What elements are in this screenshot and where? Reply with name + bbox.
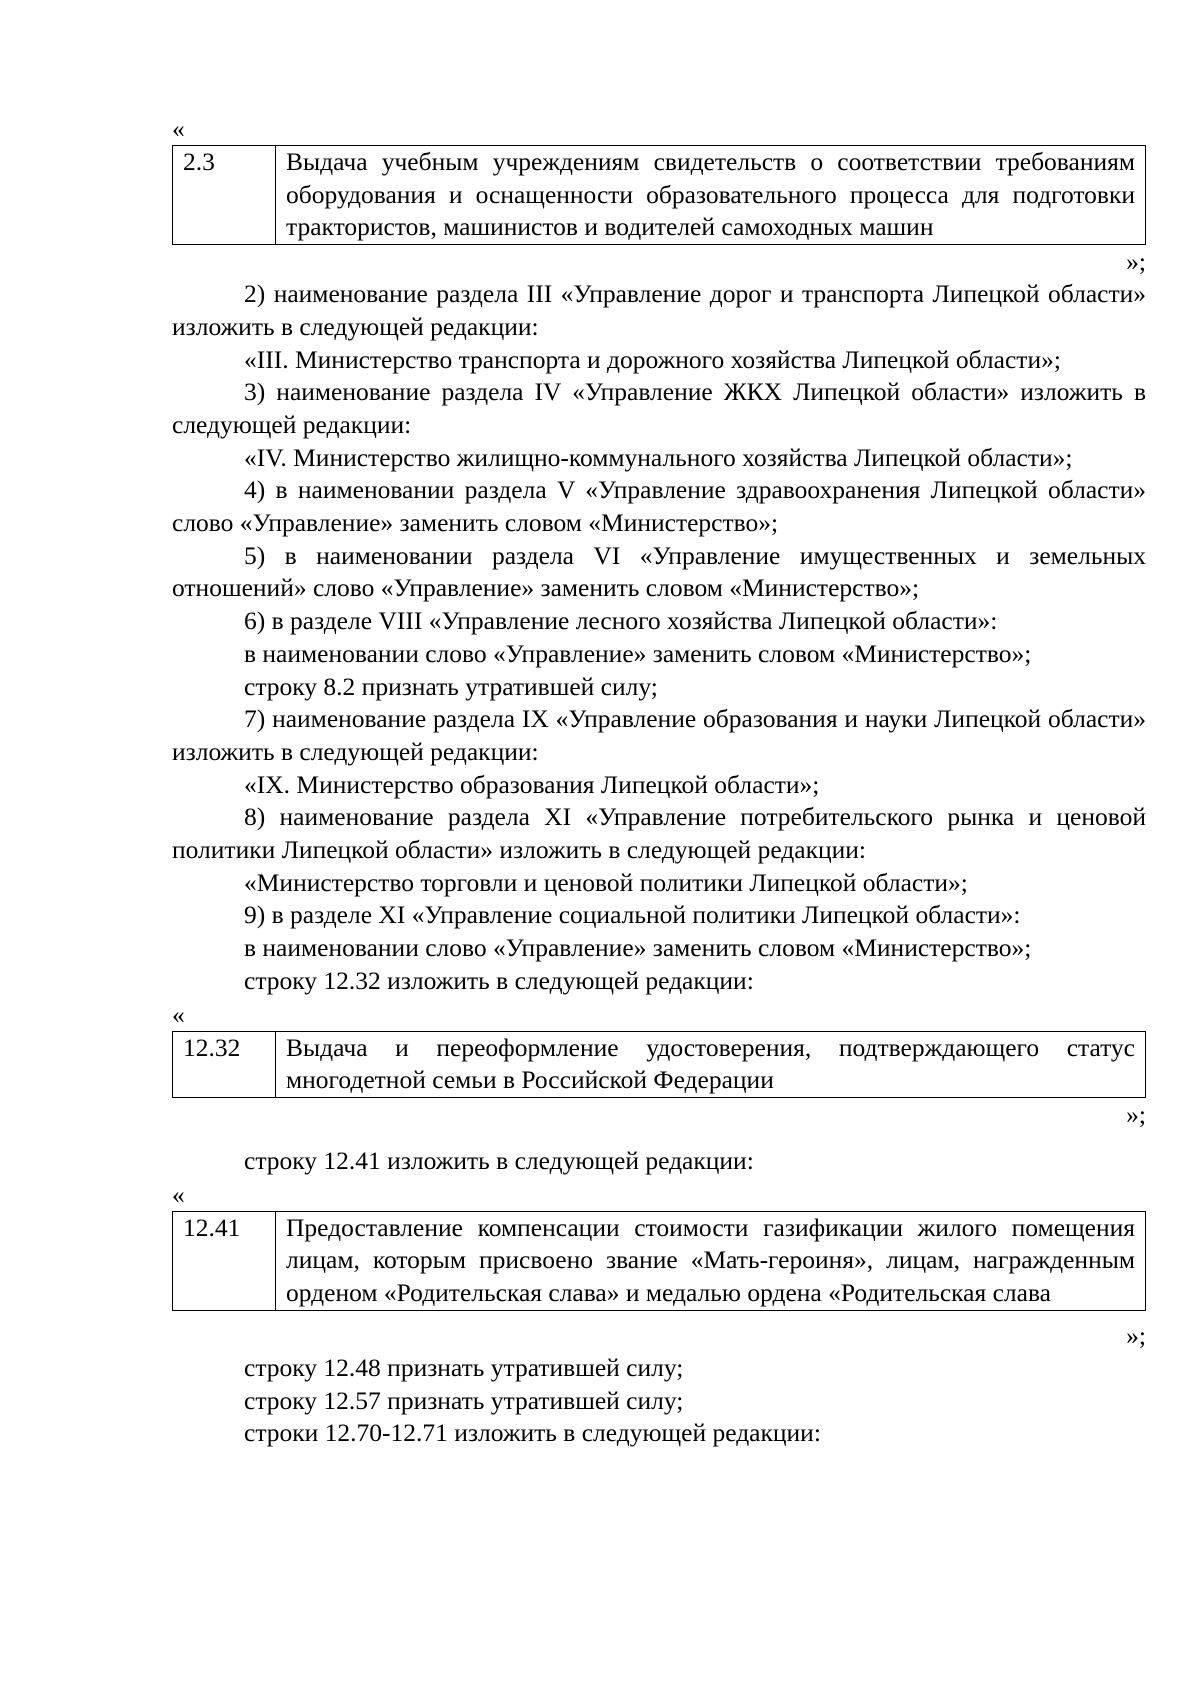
table-row — [173, 146, 1146, 245]
paragraph-item-5: 5) в наименовании раздела VI «Управление имущественных и земельных отношений» слово «Управление» заменить словом «Министерство»; — [172, 540, 1146, 603]
paragraph-item-2: 2) наименование раздела III «Управление дорог и транспорта Липецкой области» изложить в следующей редакции: — [172, 279, 1146, 341]
paragraph-rows-12-70-12-71: строки 12.70-12.71 изложить в следующей редакции: — [244, 1418, 821, 1448]
closing-quote: »; — [1126, 1320, 1146, 1350]
amendment-table-2-3 — [172, 145, 1146, 245]
opening-quote: « — [172, 114, 185, 143]
amendment-table-12-41 — [172, 1211, 1146, 1311]
row-number: 12.32 — [173, 1031, 276, 1097]
opening-quote: « — [172, 1179, 185, 1209]
paragraph-item-3: 3) наименование раздела IV «Управление ЖКХ Липецкой области» изложить в следующей редакции: — [172, 377, 1146, 439]
paragraph-item-4: 4) в наименовании раздела V «Управление здравоохранения Липецкой области» слово «Управление» заменить словом «Министерство»; — [172, 475, 1146, 538]
paragraph-item-9-row-12-32: строку 12.32 изложить в следующей редакции: — [244, 965, 754, 995]
paragraph-item-7: 7) наименование раздела IX «Управление образования и науки Липецкой области» изложить в следующей редакции: — [172, 704, 1146, 766]
paragraph-row-12-41: строку 12.41 изложить в следующей редакции: — [244, 1145, 754, 1175]
paragraph-item-9-title: в наименовании слово «Управление» заменить словом «Министерство»; — [244, 933, 1032, 963]
paragraph-item-7-text: «IX. Министерство образования Липецкой области»; — [244, 769, 820, 799]
paragraph-item-8-text: «Министерство торговли и ценовой политики Липецкой области»; — [244, 867, 968, 897]
row-text: Предоставление компенсации стоимости газификации жилого помещения лицам, которым присвоено звание «Мать-героиня», лицам, награжденным орденом «Родительская слава» и медалью ордена «Родительская слава — [276, 1211, 1146, 1310]
paragraph-item-6-title: в наименовании слово «Управление» заменить словом «Министерство»; — [244, 638, 1032, 668]
table-row — [173, 1211, 1146, 1310]
row-text: Выдача учебным учреждениям свидетельств о соответствии требованиям оборудования и оснащенности образовательного процесса для подготовки трактористов, машинистов и водителей самоходных машин — [276, 146, 1146, 245]
row-number: 2.3 — [173, 146, 276, 245]
paragraph-item-9: 9) в разделе XI «Управление социальной политики Липецкой области»: — [244, 900, 1021, 930]
row-text: Выдача и переоформление удостоверения, подтверждающего статус многодетной семьи в Российской Федерации — [276, 1031, 1146, 1097]
table-row — [173, 1031, 1146, 1097]
opening-quote: « — [172, 999, 185, 1029]
document-page — [172, 112, 1146, 1450]
paragraph-item-2-text: «III. Министерство транспорта и дорожного хозяйства Липецкой области»; — [244, 344, 1061, 374]
paragraph-item-6: 6) в разделе VIII «Управление лесного хозяйства Липецкой области»: — [244, 606, 998, 636]
paragraph-item-3-text: «IV. Министерство жилищно-коммунального хозяйства Липецкой области»; — [244, 442, 1073, 472]
paragraph-row-12-57: строку 12.57 признать утратившей силу; — [244, 1385, 684, 1415]
row-number: 12.41 — [173, 1211, 276, 1310]
paragraph-item-8: 8) наименование раздела XI «Управление потребительского рынка и ценовой политики Липецкой области» изложить в следующей редакции: — [172, 802, 1146, 865]
amendment-table-12-32 — [172, 1031, 1146, 1098]
closing-quote: »; — [1126, 247, 1146, 277]
paragraph-item-6-row: строку 8.2 признать утратившей силу; — [244, 671, 658, 701]
closing-quote: »; — [1126, 1099, 1146, 1129]
paragraph-row-12-48: строку 12.48 признать утратившей силу; — [244, 1352, 684, 1382]
